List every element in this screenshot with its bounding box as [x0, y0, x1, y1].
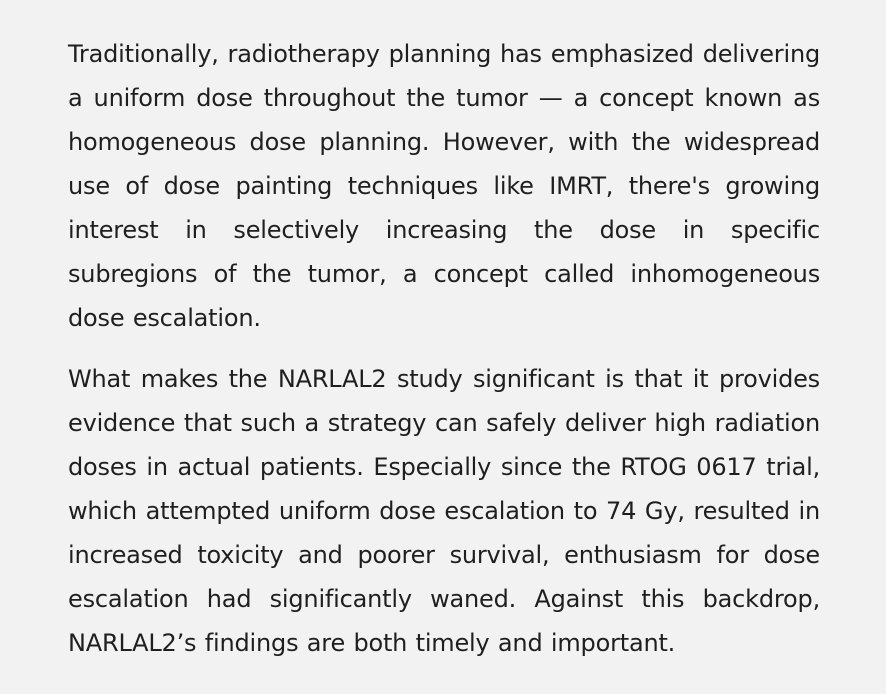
- paragraph-narlal2-significance: What makes the NARLAL2 study significant is that it provides evidence that such a strategy can safely deliver high radiation doses in actual patients. Especially since the RTOG 0617 trial, which attempted uniform dose escalation to 74 Gy, resulted in increased toxicity and poorer survival, enthusiasm for dose escalation had significantly waned. Against this backdrop, NARLAL2’s findings are both timely and important.: [68, 365, 820, 657]
- article-body: [68, 32, 820, 665]
- paragraph-dose-planning: Traditionally, radiotherapy planning has emphasized delivering a uniform dose throughout the tumor — a concept known as homogeneous dose planning. However, with the widespread use of dose painting techniques like IMRT, there's growing interest in selectively increasing the dose in specific subregions of the tumor, a concept called inhomogeneous dose escalation.: [68, 40, 820, 332]
